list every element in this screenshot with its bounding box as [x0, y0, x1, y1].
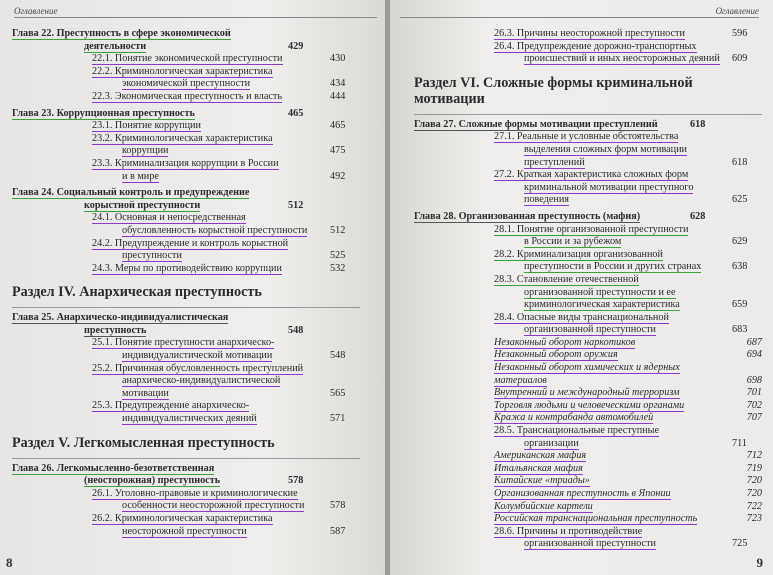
toc-entry-title-line: Организованная преступность в Японии: [494, 488, 671, 499]
toc-subchapter-entry[interactable]: 27.2. Краткая характеристика сложных форм криминальной мотивации преступного поведения 625: [494, 169, 748, 206]
toc-entry-title-line: Глава 23. Коррупционная преступность: [12, 107, 195, 119]
toc-chapter-entry[interactable]: Глава 23. Коррупционная преступность 465: [12, 107, 304, 119]
running-header: Оглавление: [14, 6, 58, 16]
toc-page-number: 701: [746, 387, 762, 399]
toc-entry-title-line: 28.3. Становление отечественной: [494, 273, 639, 285]
toc-entry-title-line: 28.1. Понятие организованной преступности: [494, 223, 689, 235]
toc-subchapter-entry[interactable]: 26.2. Криминологическая характеристика неосторожной преступности 587: [92, 513, 346, 537]
toc-entry-title-line: обусловленность корыстной преступности: [122, 224, 308, 236]
toc-entry-title: [92, 337, 274, 362]
toc-entry-title-line: Российская транснациональная преступность: [494, 513, 698, 525]
toc-entry-title: [494, 249, 701, 274]
toc-entry-title-line: 28.5. Транснациональные преступные: [494, 425, 659, 437]
toc-entry-title-line: индивидуалистической мотивации: [122, 350, 273, 362]
toc-entry-title: [12, 187, 249, 212]
toc-entry-title-line: 25.3. Предупреждение анархическо-: [92, 400, 250, 412]
toc-topic-entry[interactable]: [414, 463, 762, 476]
toc-subchapter-entry[interactable]: 24.3. Меры по противодействию коррупции 532: [92, 262, 346, 274]
toc-entry-title: [494, 425, 659, 450]
toc-entry-title-line: 23.3. Криминализация коррупции в России: [92, 157, 279, 169]
toc-entry-title-line: Глава 28. Организованная преступность (мафия): [414, 210, 641, 222]
toc-subchapter-entry[interactable]: 26.4. Предупреждение дорожно-транспортных происшествий и иных неосторожных деяний 609: [494, 40, 748, 65]
toc-entry-title-line: корыстной преступности: [84, 199, 201, 211]
toc-entry-title: [12, 312, 228, 337]
toc-topic-entry[interactable]: [414, 362, 762, 387]
running-header: Оглавление: [715, 6, 759, 16]
toc-entry-title-line: 24.3. Меры по противодействию коррупции: [92, 262, 282, 274]
toc-entry-title-line: анархическо-индивидуалистической: [122, 375, 281, 387]
toc-entry-title-line: преступлений: [524, 156, 585, 168]
toc-entry-title-line: индивидуалистических деяний: [122, 413, 257, 425]
toc-entry-title-line: 26.4. Предупреждение дорожно-транспортных: [494, 40, 697, 52]
toc-subchapter-entry[interactable]: 25.3. Предупреждение анархическо- индивидуалистических деяний 571: [92, 400, 346, 425]
toc-entry-title: [92, 400, 257, 425]
toc-subchapter-entry[interactable]: 23.1. Понятие коррупции 465: [92, 120, 346, 132]
toc-entry-title-line: экономической преступности: [122, 78, 251, 90]
toc-entry-title-line: 24.1. Основная и непосредственная: [92, 212, 246, 224]
page-number: 8: [6, 555, 13, 570]
toc-entry-title-line: Незаконный оборот химических и ядерных: [494, 362, 680, 374]
section-rule: [12, 307, 360, 308]
toc-entry-title: [92, 263, 282, 275]
section-heading: [12, 284, 360, 300]
toc-entry-title-line: Глава 25. Анархическо-индивидуалистическая: [12, 312, 229, 324]
toc-entry-title: [494, 28, 685, 40]
toc-page-number: 720: [746, 475, 762, 487]
toc-entry-title: [92, 158, 279, 183]
toc-entry-title: [414, 211, 640, 223]
toc-topic-entry[interactable]: [414, 400, 762, 413]
toc-entry-title: [494, 337, 635, 349]
toc-entry-title-line: Глава 27. Сложные формы мотивации преступлений: [414, 118, 658, 130]
toc-entry-title: [494, 513, 697, 525]
toc-entry-title-line: Внутренний и международный терроризм: [494, 387, 680, 399]
toc-entry-title: [92, 363, 303, 400]
toc-subchapter-entry[interactable]: 24.2. Предупреждение и контроль корыстной преступности 525: [92, 237, 346, 262]
toc-entry-title-line: Кража и контрабанда автомобилей: [494, 412, 654, 424]
toc-entry-title-line: Итальянская мафия: [494, 462, 583, 474]
toc-subchapter-entry[interactable]: 23.2. Криминологическая характеристика коррупции 475: [92, 132, 346, 157]
toc-entry-title-line: Незаконный оборот оружия: [494, 349, 618, 361]
toc-list-right: [414, 28, 762, 551]
toc-page-number: 698: [746, 374, 762, 386]
toc-entry-title-line: организации: [524, 437, 579, 449]
toc-entry-title-line: деятельности: [84, 40, 147, 52]
toc-entry-title-line: поведения: [524, 194, 569, 206]
toc-subchapter-entry[interactable]: 26.3. Причины неосторожной преступности 596: [494, 28, 748, 39]
toc-entry-title-line: 25.2. Причинная обусловленность преступлений: [92, 362, 304, 374]
toc-entry-title-line: Колумбийские картели: [494, 500, 593, 512]
toc-entry-title: [494, 400, 684, 412]
toc-chapter-entry[interactable]: Глава 28. Организованная преступность (мафия) 628: [414, 210, 706, 222]
toc-entry-title-line: организованной преступности: [524, 324, 656, 336]
toc-entry-title-line: преступность: [84, 324, 147, 336]
toc-page-number: 723: [746, 513, 762, 525]
toc-entry-title-line: 24.2. Предупреждение и контроль корыстной: [92, 237, 289, 249]
toc-page-number: 687: [746, 336, 762, 348]
toc-entry-title: [92, 238, 288, 263]
toc-list-left: [12, 28, 360, 538]
toc-chapter-entry[interactable]: Глава 27. Сложные формы мотивации преступлений 618: [414, 118, 706, 130]
toc-entry-title-line: криминологическая характеристика: [524, 299, 680, 311]
toc-entry-title-line: 23.1. Понятие коррупции: [92, 120, 201, 132]
toc-entry-title: [494, 312, 669, 337]
section-rule: [12, 458, 360, 459]
toc-entry-title: [494, 169, 693, 206]
toc-entry-title: [494, 412, 653, 424]
toc-entry-title-line: Американская мафия: [494, 450, 587, 462]
toc-entry-title: [92, 120, 201, 132]
toc-entry-title: [494, 387, 680, 399]
toc-entry-title: [494, 475, 590, 487]
toc-entry-title: [92, 66, 273, 91]
toc-topic-entry[interactable]: [414, 412, 762, 425]
toc-topic-entry[interactable]: [414, 450, 762, 463]
toc-entry-title-line: 28.6. Причины и противодействие: [494, 525, 643, 537]
toc-entry-title-line: 23.2. Криминологическая характеристика: [92, 132, 273, 144]
toc-subchapter-entry[interactable]: 28.1. Понятие организованной преступности в России и за рубежом 629: [494, 223, 748, 248]
toc-subchapter-entry[interactable]: 22.3. Экономическая преступность и власть 444: [92, 90, 346, 102]
toc-entry-title-line: преступности в России и других странах: [524, 261, 702, 273]
toc-entry-title-line: Глава 26. Легкомысленно-безответственная: [12, 462, 215, 474]
toc-entry-title: [494, 488, 671, 500]
toc-entry-title-line: происшествий и иных неосторожных деяний: [524, 53, 720, 65]
toc-entry-title-line: 27.1. Реальные и условные обстоятельства: [494, 131, 679, 143]
toc-entry-title-line: коррупции: [122, 145, 169, 157]
toc-entry-title: [494, 131, 687, 168]
toc-entry-title-line: 22.2. Криминологическая характеристика: [92, 65, 273, 77]
toc-subchapter-entry[interactable]: 28.5. Транснациональные преступные организации 711: [494, 425, 747, 449]
left-page: [0, 0, 385, 575]
toc-entry-title-line: 22.1. Понятие экономической преступности: [92, 53, 283, 65]
toc-subchapter-entry[interactable]: 26.1. Уголовно-правовые и криминологические особенности неосторожной преступности 578: [92, 487, 346, 512]
toc-entry-title-line: (неосторожная) преступность: [84, 475, 221, 487]
toc-subchapter-entry[interactable]: 28.2. Криминализация организованной преступности в России и других странах 638: [494, 248, 748, 273]
toc-entry-title: [92, 488, 304, 513]
toc-subchapter-entry[interactable]: 25.2. Причинная обусловленность преступлений анархическо-индивидуалистической мотивации 565: [92, 362, 346, 399]
toc-entry-title-line: в России и за рубежом: [524, 236, 622, 248]
toc-entry-title: [414, 119, 658, 131]
toc-entry-title-line: Глава 24. Социальный контроль и предупреждение: [12, 187, 250, 199]
toc-entry-title: [494, 526, 656, 551]
toc-subchapter-entry[interactable]: 22.1. Понятие экономической преступности 430: [92, 53, 346, 65]
toc-entry-title: [92, 133, 273, 158]
toc-entry-title-line: 26.2. Криминологическая характеристика: [92, 513, 273, 524]
toc-topic-entry[interactable]: [414, 349, 762, 362]
toc-subchapter-entry[interactable]: 23.3. Криминализация коррупции в России и в мире 492: [92, 157, 346, 182]
section-heading-line: Раздел IV. Анархическая преступность: [12, 284, 262, 301]
toc-subchapter-entry[interactable]: 28.3. Становление отечественной организованной преступности и ее криминологическая характеристика 659: [494, 273, 748, 311]
header-rule: [400, 17, 759, 18]
toc-chapter-entry[interactable]: Глава 24. Социальный контроль и предупреждение корыстной преступности 512: [12, 187, 304, 211]
toc-entry-title: [12, 28, 231, 53]
section-heading: [414, 75, 762, 107]
toc-entry-title-line: особенности неосторожной преступности: [122, 500, 305, 512]
toc-topic-entry[interactable]: [414, 337, 762, 350]
toc-entry-title-line: материалов: [494, 374, 547, 386]
section-heading-line: Раздел V. Легкомысленная преступность: [12, 434, 275, 451]
toc-entry-title: [494, 349, 618, 361]
toc-subchapter-entry[interactable]: 28.4. Опасные виды транснациональной организованной преступности 683: [494, 311, 748, 336]
toc-entry-title-line: 28.2. Криминализация организованной: [494, 248, 663, 260]
toc-entry-title-line: криминальной мотивации преступного: [524, 181, 694, 193]
toc-entry-title-line: мотивации: [122, 387, 169, 399]
toc-page-number: 712: [746, 450, 762, 462]
toc-entry-title-line: 22.3. Экономическая преступность и власть: [92, 90, 282, 102]
section-rule: [414, 114, 762, 115]
toc-entry-title: [92, 212, 307, 237]
toc-entry-title: [494, 463, 583, 475]
toc-topic-entry[interactable]: [414, 387, 762, 400]
toc-page-number: 707: [746, 412, 762, 424]
toc-entry-title-line: преступности: [122, 250, 182, 262]
toc-entry-title-line: Незаконный оборот наркотиков: [494, 336, 636, 348]
toc-subchapter-entry[interactable]: 25.1. Понятие преступности анархическо- индивидуалистической мотивации 548: [92, 337, 346, 362]
toc-subchapter-entry[interactable]: 22.2. Криминологическая характеристика экономической преступности 434: [92, 65, 346, 90]
toc-entry-title: [92, 53, 283, 65]
toc-chapter-entry[interactable]: Глава 22. Преступность в сфере экономической деятельности 429: [12, 28, 304, 52]
toc-page-number: 719: [746, 462, 762, 474]
toc-entry-title: [92, 513, 273, 538]
section-heading: [12, 435, 360, 451]
toc-entry-title-line: Китайские «триады»: [494, 475, 590, 487]
toc-subchapter-entry[interactable]: 24.1. Основная и непосредственная обусловленность корыстной преступности 512: [92, 212, 346, 236]
toc-entry-title: [92, 91, 282, 103]
toc-page-number: 720: [746, 488, 762, 499]
right-page: [390, 0, 773, 575]
toc-page-number: 694: [746, 349, 762, 361]
toc-subchapter-entry[interactable]: 28.6. Причины и противодействие организованной преступности 725: [494, 525, 748, 550]
toc-entry-title-line: 26.1. Уголовно-правовые и криминологические: [92, 487, 298, 499]
toc-entry-title: [494, 224, 688, 249]
toc-entry-title-line: Торговля людьми и человеческими органами: [494, 399, 685, 411]
toc-entry-title-line: организованной преступности: [524, 538, 656, 550]
toc-entry-title-line: 25.1. Понятие преступности анархическо-: [92, 337, 275, 349]
toc-entry-title-line: Глава 22. Преступность в сфере экономической: [12, 28, 231, 39]
toc-entry-title: [12, 108, 195, 120]
toc-topic-entry[interactable]: [414, 475, 762, 488]
section-heading-line: мотивации: [414, 90, 485, 107]
toc-entry-title: [494, 362, 680, 387]
toc-entry-title-line: неосторожной преступности: [122, 525, 247, 537]
toc-chapter-entry[interactable]: Глава 25. Анархическо-индивидуалистическая преступность 548: [12, 312, 304, 336]
toc-entry-title-line: и в мире: [122, 170, 159, 182]
toc-entry-title: [494, 41, 720, 66]
toc-chapter-entry[interactable]: Глава 26. Легкомысленно-безответственная (неосторожная) преступность 578: [12, 462, 304, 487]
toc-entry-title-line: 27.2. Краткая характеристика сложных форм: [494, 169, 689, 181]
header-rule: [14, 17, 377, 18]
toc-entry-title-line: 26.3. Причины неосторожной преступности: [494, 28, 685, 39]
toc-entry-title: [494, 450, 586, 462]
toc-entry-title: [494, 274, 680, 311]
toc-entry-title-line: 28.4. Опасные виды транснациональной: [494, 311, 669, 323]
toc-page-number: 722: [746, 500, 762, 512]
toc-entry-title: [12, 463, 220, 488]
toc-topic-entry[interactable]: [414, 513, 762, 526]
toc-topic-entry[interactable]: [414, 501, 762, 514]
toc-entry-title-line: выделения сложных форм мотивации: [524, 143, 688, 155]
toc-subchapter-entry[interactable]: 27.1. Реальные и условные обстоятельства выделения сложных форм мотивации преступлений 618: [494, 131, 748, 168]
section-heading-line: Раздел VI. Сложные формы криминальной: [414, 74, 693, 91]
toc-entry-title-line: организованной преступности и ее: [524, 286, 676, 298]
toc-entry-title: [494, 501, 593, 513]
toc-page-number: 702: [746, 399, 762, 411]
toc-topic-entry[interactable]: [414, 488, 762, 501]
page-number: 9: [756, 555, 763, 570]
